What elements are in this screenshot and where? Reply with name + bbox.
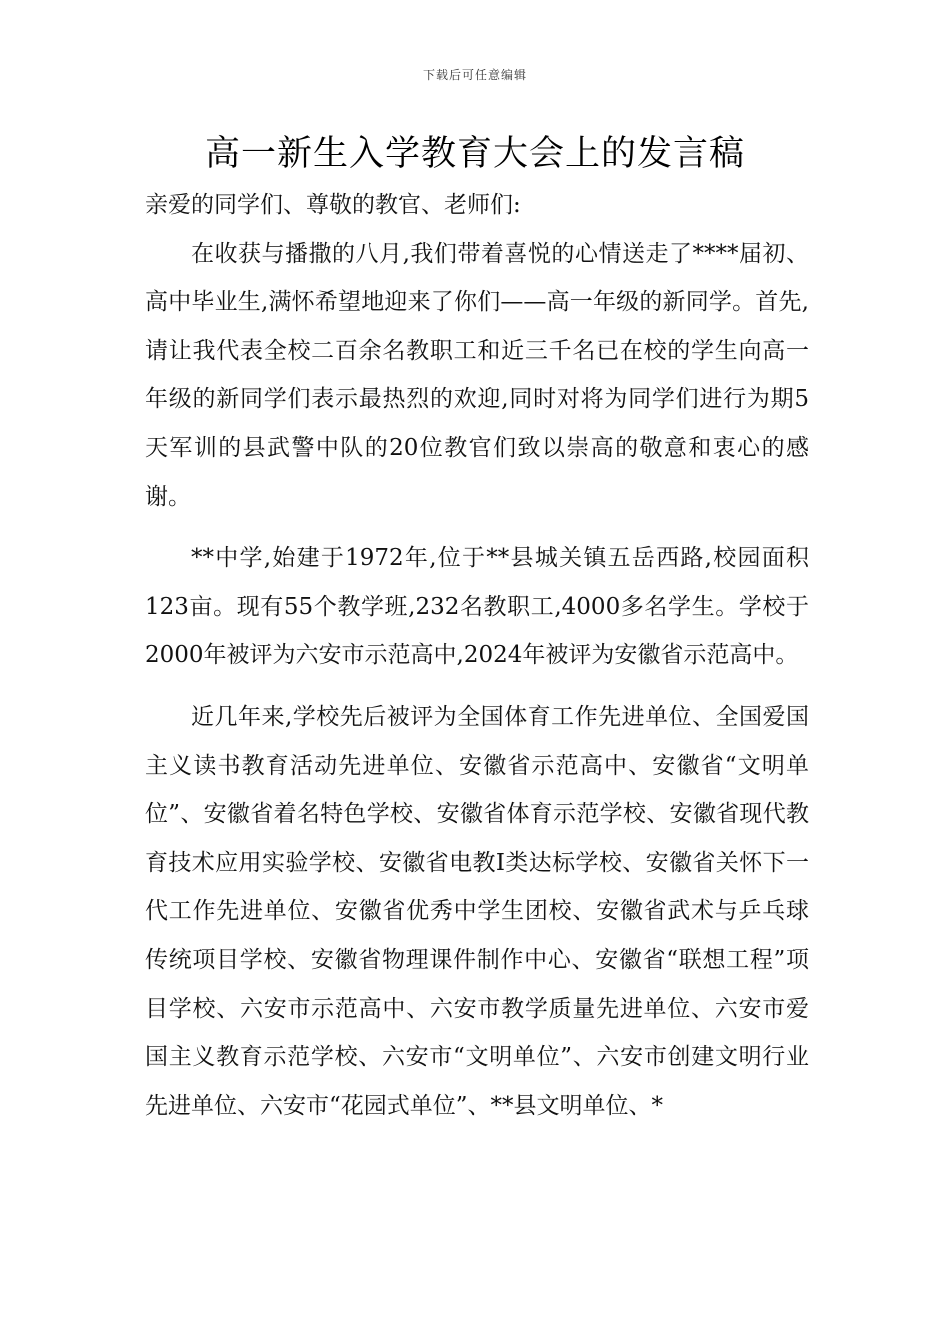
document-body — [145, 181, 809, 1130]
salutation: 亲爱的同学们、尊敬的教官、老师们: — [145, 192, 521, 218]
document-title: 高一新生入学教育大会上的发言稿 — [204, 134, 745, 174]
paragraph-school-intro: **中学,始建于1972年,位于**县城关镇五岳西路,校园面积123亩。现有55个教学班,232名教职工,4000多名学生。学校于2000年被评为六安市示范高中,2024年被评为安徽省示范高中。 — [145, 545, 809, 669]
paragraph-honors: 近几年来,学校先后被评为全国体育工作先进单位、全国爱国主义读书教育活动先进单位、安徽省示范高中、安徽省“文明单位”、安徽省着名特色学校、安徽省体育示范学校、安徽省现代教育技术应用实验学校、安徽省电教Ⅰ类达标学校、安徽省关怀下一代工作先进单位、安徽省优秀中学生团校、安徽省武术与乒乓球传统项目学校、安徽省物理课件制作中心、安徽省“联想工程”项目学校、六安市示范高中、六安市教学质量先进单位、六安市爱国主义教育示范学校、六安市“文明单位”、六安市创建文明行业先进单位、六安市“花园式单位”、**县文明单位、* — [145, 703, 809, 1119]
paragraph-welcome: 在收获与播撒的八月,我们带着喜悦的心情送走了****届初、高中毕业生,满怀希望地迎来了你们——高一年级的新同学。首先,请让我代表全校二百余名教职工和近三千名已在校的学生向高一年级的新同学们表示最热烈的欢迎,同时对将为同学们进行为期5天军训的县武警中队的20位教官们致以崇高的敬意和衷心的感谢。 — [145, 240, 809, 510]
page-header-note: 下载后可任意编辑 — [422, 68, 527, 82]
